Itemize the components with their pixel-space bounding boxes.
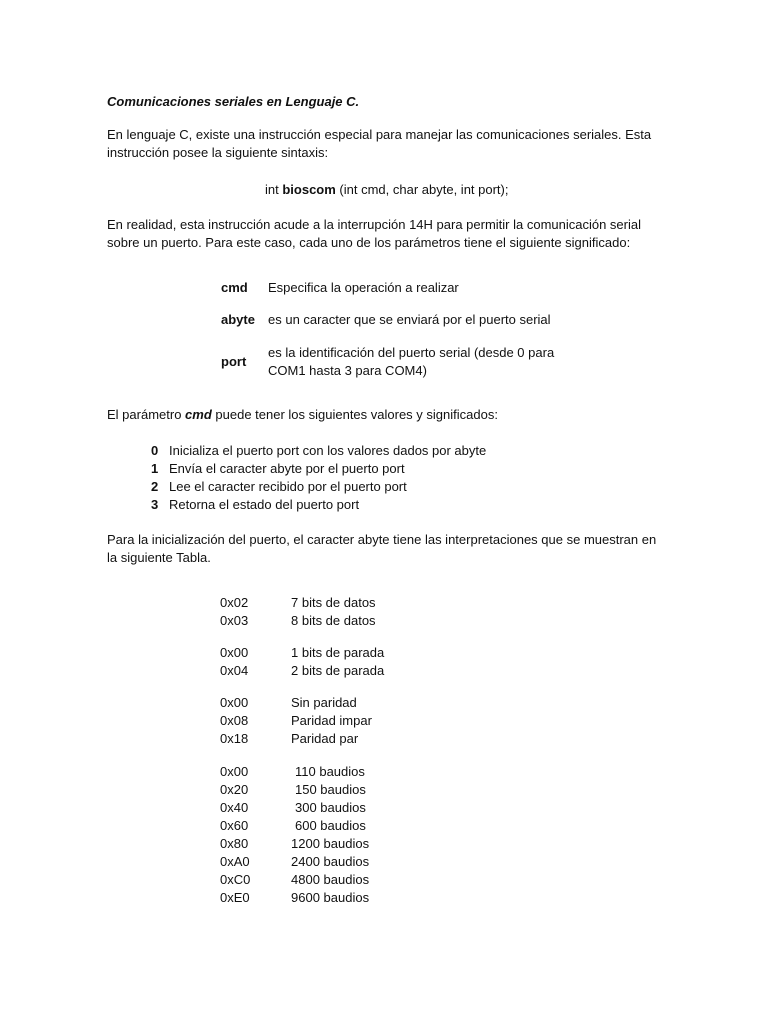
abyte-meaning: Paridad par <box>291 731 359 746</box>
cmd-meaning: Retorna el estado del puerto port <box>169 497 360 512</box>
description-paragraph: En realidad, esta instrucción acude a la interrupción 14H para permitir la comunicación serial sobre un puerto. Para este caso, cada uno de los parámetros tiene el siguiente significado: <box>107 217 641 250</box>
abyte-code: 0xC0 <box>220 872 251 887</box>
parameter-description: Especifica la operación a realizar <box>268 280 459 295</box>
abyte-meaning: 8 bits de datos <box>291 613 376 628</box>
abyte-meaning: Sin paridad <box>291 695 357 710</box>
parameter-description: es un caracter que se enviará por el puerto serial <box>268 312 551 327</box>
abyte-meaning: Paridad impar <box>291 713 372 728</box>
abyte-meaning: 110 baudios <box>295 764 365 779</box>
abyte-meaning: 4800 baudios <box>291 872 370 887</box>
abyte-code: 0x00 <box>220 764 249 779</box>
syntax-line <box>265 181 509 199</box>
abyte-code: 0x40 <box>220 800 249 815</box>
cmd-intro-before: El parámetro <box>107 407 186 422</box>
abyte-code: 0x00 <box>220 645 249 660</box>
abyte-code: 0xE0 <box>220 890 250 905</box>
parameter-name: cmd <box>221 280 248 295</box>
parameter-description: es la identificación del puerto serial (desde 0 para COM1 hasta 3 para COM4) <box>268 345 555 378</box>
abyte-meaning: 300 baudios <box>295 800 366 815</box>
cmd-value: 1 <box>151 461 159 476</box>
cmd-value: 2 <box>151 479 159 494</box>
abyte-meaning: 150 baudios <box>295 782 366 797</box>
intro-paragraph: En lenguaje C, existe una instrucción especial para manejar las comunicaciones seriales. Esta instrucción posee la siguiente sintaxis: <box>107 127 652 160</box>
cmd-value: 3 <box>151 497 159 512</box>
abyte-code: 0x18 <box>220 731 249 746</box>
table-intro-paragraph: Para la inicialización del puerto, el caracter abyte tiene las interpretaciones que se muestran en la siguiente Tabla. <box>107 532 657 565</box>
syntax-prefix: int <box>265 182 283 197</box>
cmd-intro-line <box>107 406 498 424</box>
abyte-code: 0x08 <box>220 713 249 728</box>
abyte-meaning: 7 bits de datos <box>291 595 376 610</box>
cmd-value: 0 <box>151 443 159 458</box>
cmd-intro-term: cmd <box>185 407 212 422</box>
parameter-name: port <box>221 354 247 369</box>
abyte-code: 0x80 <box>220 836 249 851</box>
abyte-code: 0x00 <box>220 695 249 710</box>
syntax-args: (int cmd, char abyte, int port); <box>335 182 509 197</box>
abyte-meaning: 2 bits de parada <box>291 663 385 678</box>
abyte-code: 0x20 <box>220 782 249 797</box>
abyte-meaning: 2400 baudios <box>291 854 370 869</box>
abyte-code: 0xA0 <box>220 854 250 869</box>
cmd-intro-after: puede tener los siguientes valores y significados: <box>211 407 498 422</box>
parameter-name: abyte <box>221 312 255 327</box>
document-title: Comunicaciones seriales en Lenguaje C. <box>107 94 360 109</box>
abyte-code: 0x02 <box>220 595 249 610</box>
abyte-meaning: 1200 baudios <box>291 836 370 851</box>
abyte-code: 0x60 <box>220 818 249 833</box>
abyte-meaning: 600 baudios <box>295 818 366 833</box>
cmd-meaning: Lee el caracter recibido por el puerto port <box>169 479 407 494</box>
syntax-function-name: bioscom <box>282 182 336 197</box>
abyte-meaning: 9600 baudios <box>291 890 370 905</box>
abyte-code: 0x04 <box>220 663 249 678</box>
cmd-meaning: Inicializa el puerto port con los valores dados por abyte <box>169 443 487 458</box>
abyte-meaning: 1 bits de parada <box>291 645 385 660</box>
abyte-code: 0x03 <box>220 613 249 628</box>
cmd-meaning: Envía el caracter abyte por el puerto port <box>169 461 405 476</box>
